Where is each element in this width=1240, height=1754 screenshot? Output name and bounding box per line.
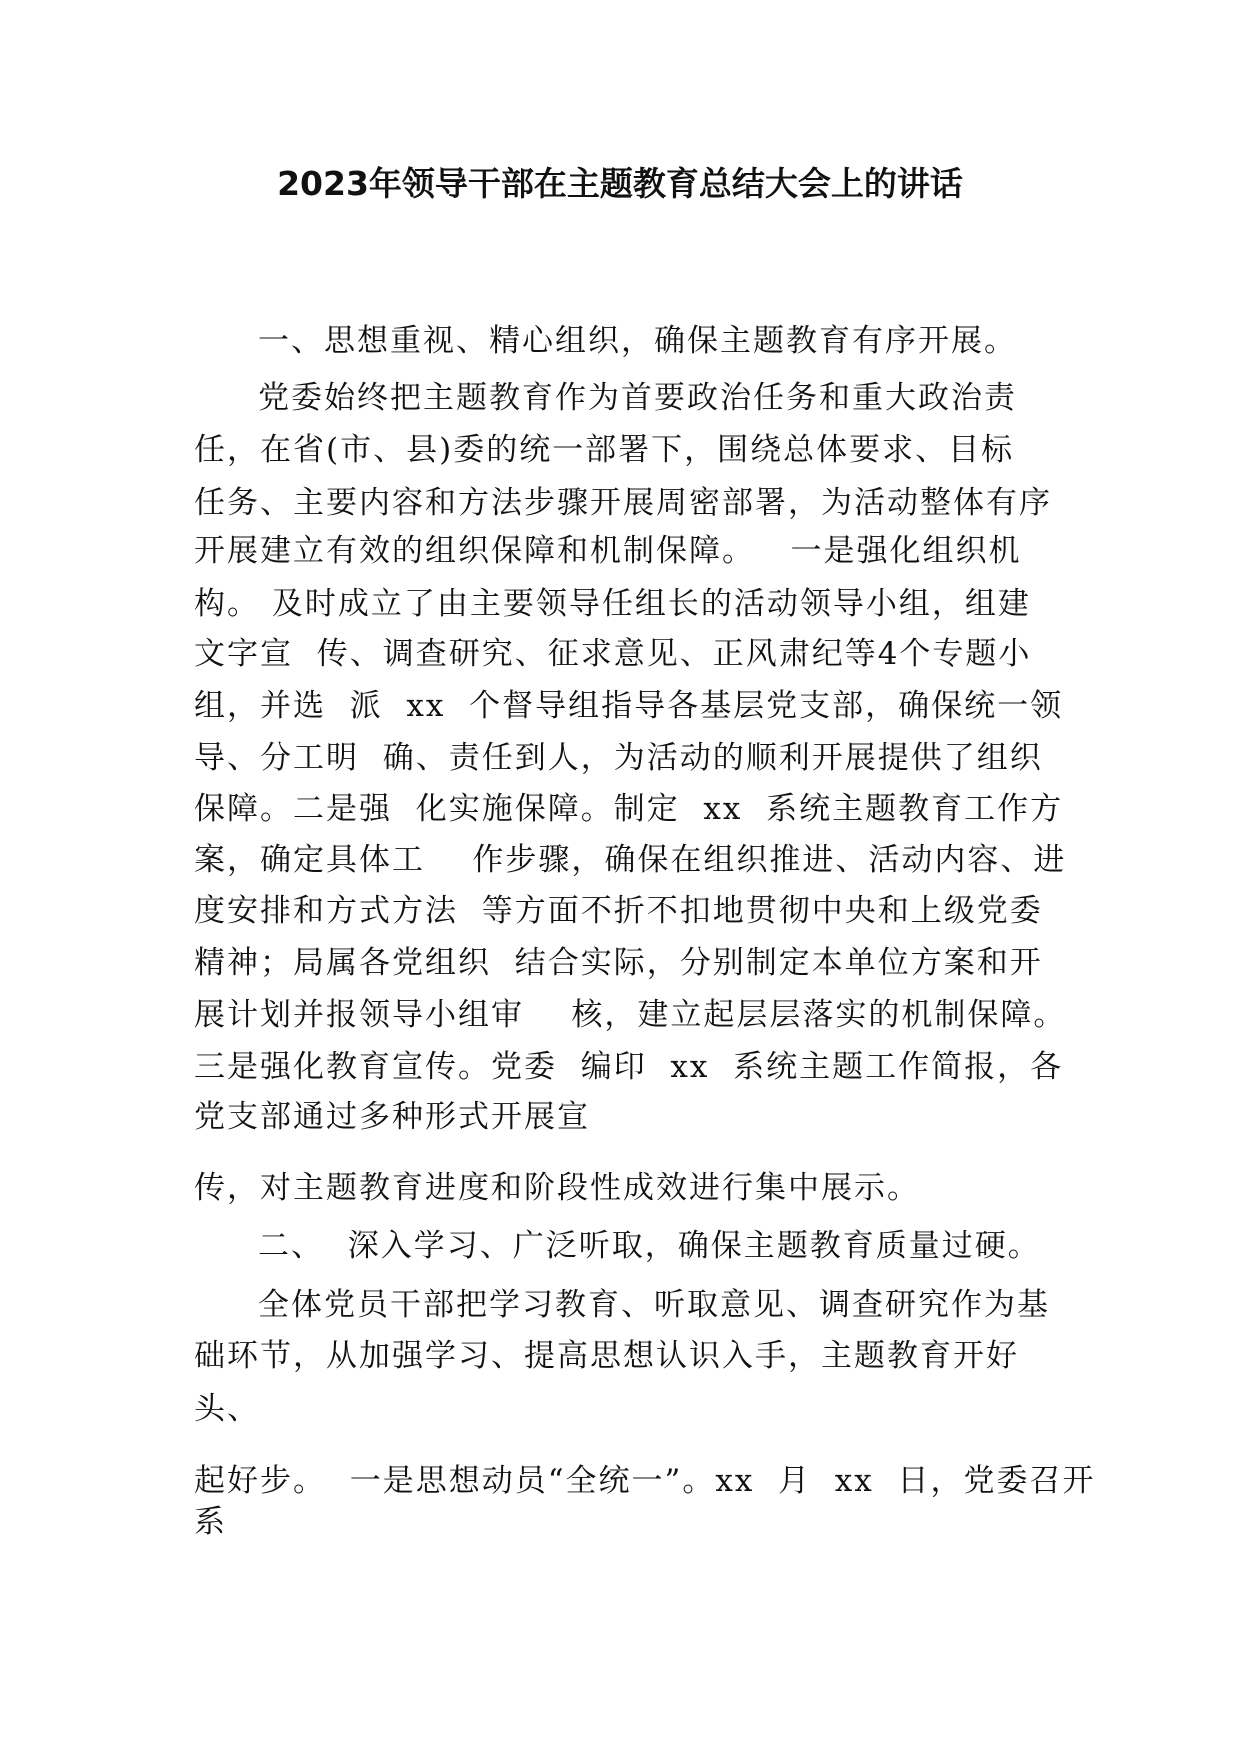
paragraph-line: 任务、主要内容和方法步骤开展周密部署，为活动整体有序 [194,485,1052,521]
document-title: 2023年领导干部在主题教育总结大会上的讲话 [277,164,963,203]
paragraph-line: 度安排和方式方法 等方面不折不扣地贯彻中央和上级党委 [194,893,1043,929]
section-heading-2: 二、 深入学习、广泛听取，确保主题教育质量过硬。 [258,1228,1041,1264]
paragraph-line: 三是强化教育宣传。党委 编印 xx 系统主题工作简报，各 [194,1049,1064,1085]
paragraph-line: 任，在省(市、县)委的统一部署下，围绕总体要求、目标 [194,432,1015,468]
paragraph-line: 精神；局属各党组织 结合实际，分别制定本单位方案和开 [194,945,1043,981]
paragraph-line: 组，并选 派 xx 个督导组指导各基层党支部，确保统一领 [194,688,1064,724]
paragraph-line: 导、分工明 确、责任到人，为活动的顺利开展提供了组织 [194,740,1043,776]
paragraph-line: 展计划并报领导小组审 核，建立起层层落实的机制保障。 [194,997,1067,1033]
paragraph-line: 础环节，从加强学习、提高思想认识入手，主题教育开好 [194,1338,1019,1374]
paragraph-line: 文字宣 传、调查研究、征求意见、正风肃纪等4个专题小 [194,636,1032,672]
section-heading-1: 一、思想重视、精心组织，确保主题教育有序开展。 [258,323,1017,359]
paragraph-line: 开展建立有效的组织保障和机制保障。 一是强化组织机 [194,533,1022,569]
paragraph-line: 案，确定具体工 作步骤，确保在组织推进、活动内容、进 [194,842,1067,878]
paragraph-line: 起好步。 一是思想动员“全统一”。xx 月 xx 日，党委召开 [194,1463,1096,1499]
paragraph-line: 传，对主题教育进度和阶段性成效进行集中展示。 [194,1170,920,1206]
paragraph-line: 保障。二是强 化实施保障。制定 xx 系统主题教育工作方 [194,791,1064,827]
paragraph-line: 头、 [194,1391,260,1427]
paragraph-line: 构。 及时成立了由主要领导任组长的活动领导小组，组建 [194,586,1031,622]
paragraph-line: 系 [194,1504,227,1540]
paragraph-line: 党委始终把主题教育作为首要政治任务和重大政治责 [258,380,1017,416]
paragraph-line: 全体党员干部把学习教育、听取意见、调查研究作为基 [258,1287,1050,1323]
paragraph-line: 党支部通过多种形式开展宣 [194,1099,590,1135]
